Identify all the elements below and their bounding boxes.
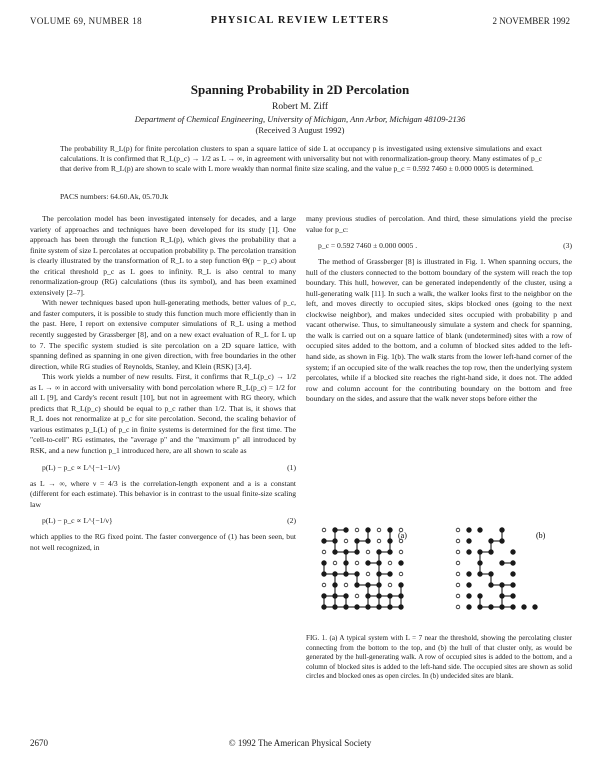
occupied-site [322,561,327,566]
pacs-numbers: PACS numbers: 64.60.Ak, 05.70.Jk [60,192,169,201]
occupied-site [467,605,472,610]
blocked-site [344,539,348,543]
occupied-site [478,561,483,566]
occupied-site [478,605,483,610]
paragraph: many previous studies of percolation. And third, these simulations yield the precise value for p_c: [306,214,572,234]
occupied-site [377,605,382,610]
occupied-site [366,594,371,599]
occupied-site [522,605,527,610]
occupied-site [333,583,338,588]
blocked-site [388,583,392,587]
occupied-site [467,572,472,577]
occupied-site [500,539,505,544]
volume-number: VOLUME 69, NUMBER 18 [30,16,143,26]
blocked-site [456,539,460,543]
occupied-site [489,583,494,588]
blocked-site [456,605,460,609]
blocked-site [355,528,359,532]
figure-caption: FIG. 1. (a) A typical system with L = 7 near the threshold, showing the percolating cluster connecting from the bottom to the top, and (b) the hull of that cluster only, as would be generated by the hull-generating walk. A row of occupied sites is added to the bottom, and a column of blocked sites is added to the left-hand side. The occupied sites are shown as solid circles and blocked ones as open circles. In (b) undecided sites are blank. [306,634,572,680]
journal-name: PHYSICAL REVIEW LETTERS [210,15,390,26]
occupied-site [533,605,538,610]
page-footer [30,738,570,750]
occupied-site [377,550,382,555]
blocked-site [399,572,403,576]
occupied-site [399,561,404,566]
paragraph: This work yields a number of new results. First, it confirms that R_L(p_c) → 1/2 as L → ∞ in accord with universality with bond percolation where R_L(p_c) = 1/2 for all L [9], and Cardy's recent result [10], but not in agreement with RG theory, which predicts that R_L(p_c) should be equal to p_c rather than 1/2. That is, it shows that R_L does not renormalize at p_c for site percolation. Second, the scaling behavior of various estimates p_L(L) of p_c in finite systems is determined for the first time. The "cell-to-cell" RG estimates, the "average p" and the "maximum p" all introduced by RSK, and a new function p_1 introduced here, are all shown to scale as [30,372,296,456]
panel-a-label: (a) [398,531,407,540]
occupied-site [355,539,360,544]
occupied-site [467,550,472,555]
occupied-site [388,528,393,533]
blocked-site [355,594,359,598]
occupied-site [500,528,505,533]
occupied-site [322,605,327,610]
panel-b-hull [456,528,537,610]
occupied-site [388,605,393,610]
occupied-site [467,583,472,588]
article-title: Spanning Probability in 2D Percolation [190,82,410,97]
occupied-site [399,583,404,588]
panel-a-lattice [322,528,404,610]
occupied-site [399,605,404,610]
occupied-site [366,561,371,566]
blocked-site [456,594,460,598]
occupied-site [478,550,483,555]
equation-2 [30,510,296,532]
occupied-site [344,605,349,610]
occupied-site [478,572,483,577]
page-number: 2670 [30,738,48,748]
occupied-site [333,594,338,599]
blocked-site [333,561,337,565]
blocked-site [456,583,460,587]
equation-text: p(L) − p_c ∝ L^{−1−1/ν} [42,462,121,472]
equation-1 [30,457,296,479]
occupied-site [333,605,338,610]
occupied-site [511,605,516,610]
paragraph: With newer techniques based upon hull-generating methods, better values of p_c, and faster computers, it is possible to study this function much more efficiently than in the past. Here, I report on extensive computer simulations of R_L using a method recently suggested by Grassberger [8], and on a new exact evaluation of R_L for L up to 7. The specific system studied is site percolation on a 2D square lattice, with spanning defined as spanning in one given direction, with free boundaries in the other direction, while RG studies of Reynolds, Stanley, and Klein (RSK) [3,4]. [30,298,296,371]
occupied-site [500,561,505,566]
blocked-site [456,550,460,554]
left-column [30,214,296,553]
panel-b-label: (b) [536,531,546,540]
equation-3 [306,235,572,257]
blocked-site [355,561,359,565]
blocked-site [344,583,348,587]
occupied-site [399,594,404,599]
issue-date: 2 NOVEMBER 1992 [492,16,570,26]
occupied-site [511,594,516,599]
occupied-site [322,594,327,599]
equation-text: p_c = 0.592 7460 ± 0.000 0005 . [318,241,418,251]
occupied-site [322,539,327,544]
occupied-site [500,583,505,588]
paragraph: The percolation model has been investigated intensely for decades, and a large variety of approaches and techniques have been developed for its study [1]. One approach has been through the function R_L(p), which gives the probability that a finite system of size L percolates at occupation probability p. The percolation transition is clearly illustrated by the transformation of R_L to a step function Θ(p − p_c) about the critical threshold p_c as L goes to infinity. R_L is also central to many renormalization-group (RG) calculations (thus its symbol), and has been examined extensively [2–7]. [30,214,296,297]
abstract: The probability R_L(p) for finite percolation clusters to span a square lattice of side L at occupancy p is investigated using extensive simulations and exact calculations. It is confirmed that R_L(p_c) → 1/2 as L → ∞, in agreement with universality but not with renormalization-group theory. Many estimates of p_c that derive from R_L(p) are shown to scale with L more weakly than normal finite size scaling, and the value p_c = 0.592 7460 ± 0.000 0005 is determined. [60,144,542,174]
occupied-site [344,561,349,566]
occupied-site [511,550,516,555]
occupied-site [511,561,516,566]
occupied-site [377,572,382,577]
blocked-site [388,561,392,565]
occupied-site [377,594,382,599]
occupied-site [388,594,393,599]
blocked-site [366,550,370,554]
blocked-site [322,583,326,587]
occupied-site [344,550,349,555]
occupied-site [467,594,472,599]
occupied-site [344,528,349,533]
occupied-site [333,550,338,555]
occupied-site [366,605,371,610]
occupied-site [322,572,327,577]
occupied-site [388,539,393,544]
equation-text: p(L) − p_c ∝ L^{−1/ν} [42,516,113,526]
occupied-site [467,528,472,533]
occupied-site [489,572,494,577]
occupied-site [467,539,472,544]
equation-number: (2) [287,516,296,526]
occupied-site [333,539,338,544]
blocked-site [366,572,370,576]
author-affiliation: Department of Chemical Engineering, University of Michigan, Ann Arbor, Michigan 48109-2136 [134,114,466,124]
paragraph: as L → ∞, where ν = 4/3 is the correlation-length exponent and a is a constant (different for each estimate). This behavior is in contrast to the usual finite-size scaling law [30,478,296,509]
occupied-site [344,594,349,599]
blocked-site [322,528,326,532]
paragraph: which applies to the RG fixed point. The faster convergence of (1) has been seen, but not well recognized, in [30,532,296,552]
equation-number: (3) [563,241,572,251]
occupied-site [377,583,382,588]
occupied-site [511,583,516,588]
figure-1 [306,518,572,628]
occupied-site [478,594,483,599]
occupied-site [489,539,494,544]
blocked-site [456,572,460,576]
copyright-notice: © 1992 The American Physical Society [228,738,372,748]
lattice-diagram [306,518,572,628]
occupied-site [377,561,382,566]
occupied-site [366,528,371,533]
blocked-site [456,528,460,532]
blocked-site [456,561,460,565]
occupied-site [366,539,371,544]
occupied-site [500,605,505,610]
blocked-site [399,550,403,554]
occupied-site [478,528,483,533]
occupied-site [344,572,349,577]
right-column [306,214,572,405]
occupied-site [511,572,516,577]
paragraph: The method of Grassberger [8] is illustrated in Fig. 1. When spanning occurs, the hull of the clusters connected to the bottom boundary of the system will reach the top boundary. This hull, however, can be generated independently of the cluster, using a hull-generating walk [11]. In such a walk, the walker looks first to the neighbor on the left, and moves directly to occupied sites, skips blocked ones (going to the next clockwise neighbor), and makes undecided sites occupied with probability p and vacant otherwise. Thus, to simultaneously simulate a system and check for spanning, the walk is carried out on a square lattice of blank (undetermined) sites with a row of occupied sites added to the bottom, and a column of blocked sites added to the left-hand side, as shown in Fig. 1(b). The walk starts from the lower left-hand corner of the system; if an occupied site of the walk reaches the top row, then the underlying system percolates, while if a blocked site reaches the right-hand side, it does not. The added row and column account for the contributing boundary on the bottom and free boundary on the sides, and assure that the walk never stops before either the [306,257,572,404]
occupied-site [355,583,360,588]
occupied-site [388,572,393,577]
running-header [30,16,570,30]
occupied-site [333,528,338,533]
occupied-site [333,572,338,577]
author-name: Robert M. Ziff [271,102,329,112]
received-date: (Received 3 August 1992) [255,125,345,135]
occupied-site [500,594,505,599]
occupied-site [355,550,360,555]
occupied-site [388,550,393,555]
occupied-site [355,605,360,610]
blocked-site [377,539,381,543]
equation-number: (1) [287,462,296,472]
blocked-site [377,528,381,532]
occupied-site [355,572,360,577]
occupied-site [489,550,494,555]
blocked-site [322,550,326,554]
occupied-site [489,605,494,610]
occupied-site [366,583,371,588]
